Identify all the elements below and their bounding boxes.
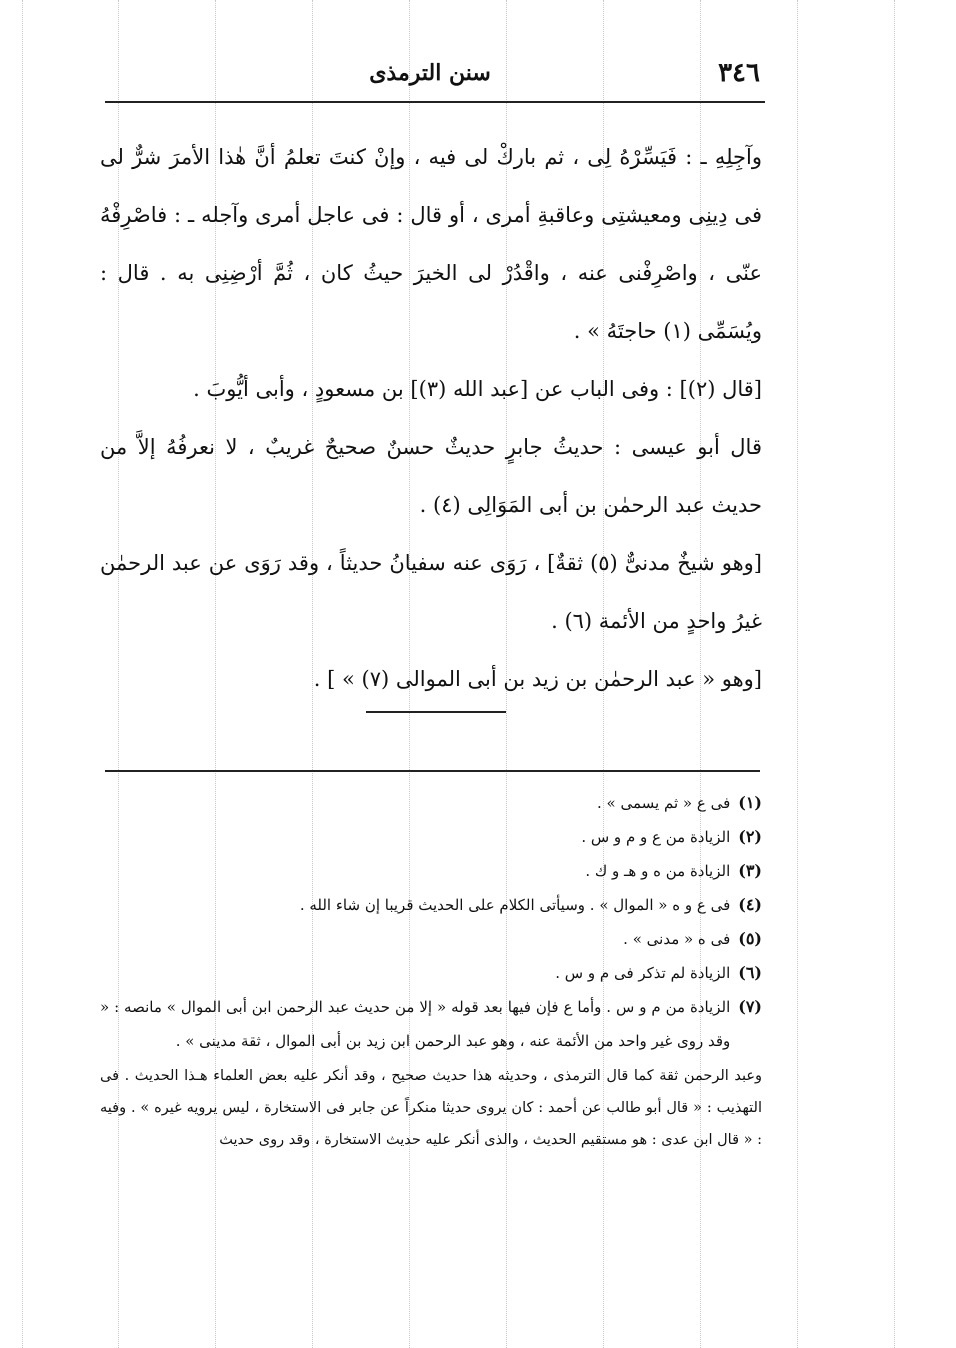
footnote-number: (٦) xyxy=(738,963,762,982)
header-divider xyxy=(105,101,765,103)
footnote-text: الزيادة من م و س . وأما ع فإن فيها بعد قوله « إلا من حديث عبد الرحمن ابن أبى الموال » مانصه : « وقد روى غير واحد من الأئمة عنه ، وهو عبد الرحمن ابن زيد بن أبى الموال ، ثقة مدينى » . xyxy=(100,998,731,1050)
footnote-number: (٥) xyxy=(738,929,762,948)
footnote-item xyxy=(100,956,762,990)
scan-guide-line xyxy=(22,0,23,1348)
footnote-text: فى ه « مدنى » . xyxy=(623,930,731,948)
editor-note: وعبد الرحمن ثقة كما قال الترمذى ، وحديثه هذا حديث صحيح ، وقد أنكر عليه بعض العلماء هـذا الحديث . فى التهذيب : « قال أبو طالب عن أحمد : كان يروى حديثا منكراً عن جابر فى الاستخارة ، ليس يرويه غيره » . وفيه : « قال ابن عدى : هو مستقيم الحديث ، والذى أنكر عليه حديث الاستخارة ، وقد روى حديث xyxy=(100,1068,762,1148)
footnote-number: (٢) xyxy=(738,827,762,846)
footnote-item xyxy=(100,990,762,1058)
main-paragraph: قال أبو عيسى : حديثُ جابرٍ حديثٌ حسنٌ صحيحٌ غريبٌ ، لا نعرفُهُ إلاَّ من حديث عبد الرحمٰن بن أبى المَوَالِى (٤) . xyxy=(100,435,762,517)
footnote-number: (٤) xyxy=(738,895,762,914)
footnote-item xyxy=(100,820,762,854)
footnote-number: (٧) xyxy=(738,997,762,1016)
footnote-item xyxy=(100,854,762,888)
page-header xyxy=(100,58,760,98)
section-end-divider xyxy=(366,711,506,713)
footnote-number: (١) xyxy=(738,793,762,812)
main-text xyxy=(100,128,762,708)
footnote-item xyxy=(100,922,762,956)
main-paragraph: [قال (٢)] : وفى الباب عن [عبد الله (٣)] بن مسعودٍ ، وأبى أيُّوبَ . xyxy=(193,377,762,401)
footnote-number: (٣) xyxy=(738,861,762,880)
footnote-item xyxy=(100,786,762,820)
page-number: ٣٤٦ xyxy=(718,58,760,88)
footnote-item xyxy=(100,888,762,922)
footnotes xyxy=(100,786,762,1156)
main-paragraph: [وهو « عبد الرحمٰن بن زيد بن أبى الموالى (٧) » ] . xyxy=(313,667,762,691)
scan-guide-line xyxy=(797,0,798,1348)
book-title: سنن الترمذى xyxy=(369,60,491,86)
main-paragraph: وآجِلِهِ ـ : فَيَسِّرْهُ لِى ، ثم باركْ لى فيه ، وإنْ كنتَ تعلمُ أنَّ هٰذا الأمرَ شرٌّ لى فى دِينِى ومعيشتِى وعاقبةِ أمرى ، أو قال : فى عاجل أمرى وآجله ـ : فاصْرِفْهُ عنّى ، واصْرِفْنى عنه ، واقْدُرْ لى الخيرَ حيثُ كان ، ثُمَّ أرْضِنِى به . قال : ويُسَمِّى (١) حاجتَهُ » . xyxy=(100,145,762,343)
scan-guide-line xyxy=(894,0,895,1348)
footnote-text: فى ع و ه « الموال » . وسيأتى الكلام على الحديث قريبا إن شاء الله . xyxy=(299,896,731,914)
main-paragraph: [وهو شيخٌ مدنىٌّ (٥) ثقةٌ] ، رَوَى عنه سفيانُ حديثاً ، وقد رَوَى عن عبد الرحمٰن غيرُ واحدٍ من الأئمة (٦) . xyxy=(100,551,762,633)
footnotes-divider xyxy=(105,770,760,772)
footnote-text: الزيادة من ه و هـ و ك . xyxy=(585,862,731,880)
footnote-text: الزيادة لم تذكر فى م و س . xyxy=(555,964,731,982)
footnote-text: الزيادة من ع و م و س . xyxy=(581,828,731,846)
footnote-text: فى ع « ثم يسمى » . xyxy=(597,794,731,812)
